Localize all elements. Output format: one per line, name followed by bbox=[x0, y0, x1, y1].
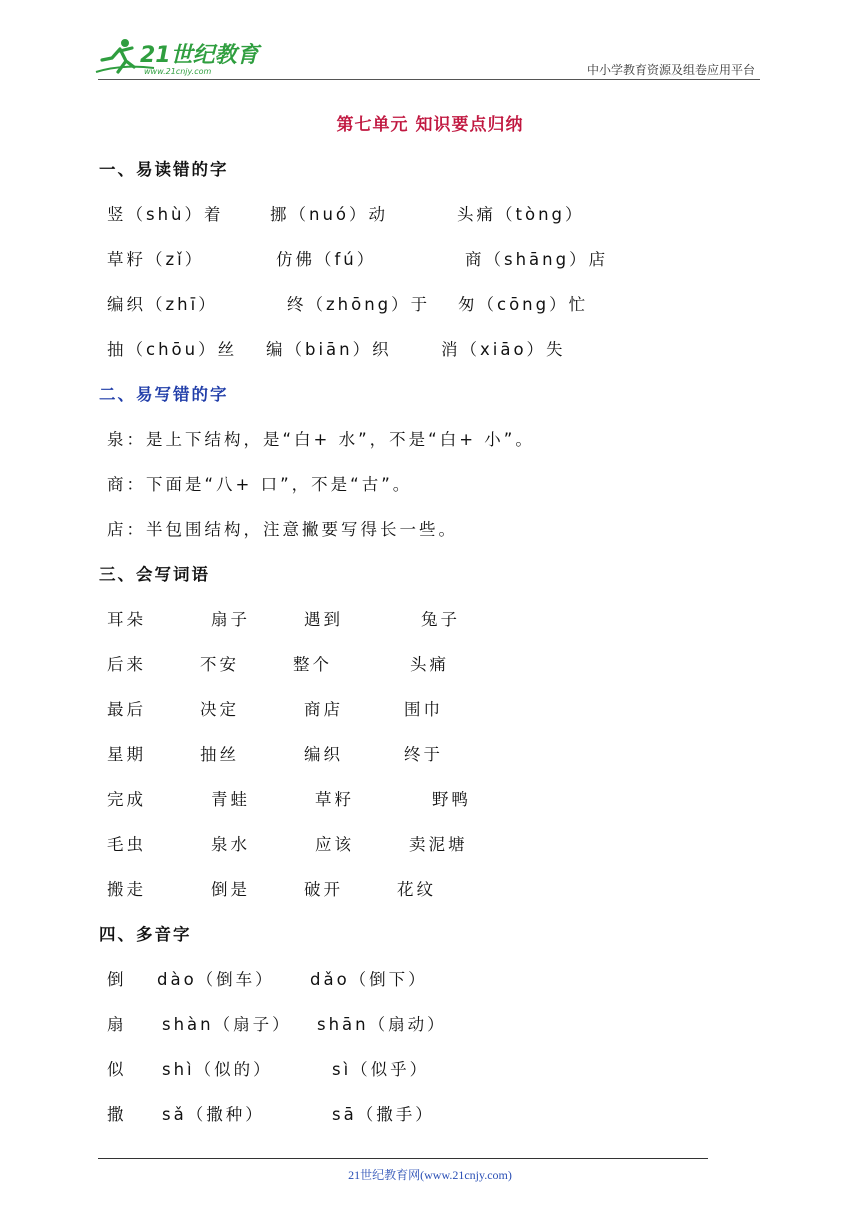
list-item: 草籽（zǐ） bbox=[107, 250, 205, 269]
site-logo bbox=[92, 34, 262, 78]
list-item: 商店 bbox=[304, 700, 343, 719]
list-item: 店：半包围结构，注意撇要写得长一些。 bbox=[107, 520, 458, 539]
list-item: 抽丝 bbox=[200, 745, 239, 764]
list-item: 耳朵 bbox=[107, 610, 146, 629]
footer-divider bbox=[98, 1158, 708, 1159]
list-item: dǎo（倒下） bbox=[310, 970, 428, 989]
page-title: 第七单元 知识要点归纳 bbox=[336, 115, 524, 135]
list-item: 卖泥塘 bbox=[409, 835, 468, 854]
list-item: 编织（zhī） bbox=[107, 295, 218, 314]
list-item: 完成 bbox=[107, 790, 146, 809]
list-item: 扇子 bbox=[211, 610, 250, 629]
list-item: shì（似的） bbox=[162, 1060, 273, 1079]
footer-text: 21世纪教育网(www.21cnjy.com) bbox=[348, 1168, 512, 1182]
list-item: 泉水 bbox=[211, 835, 250, 854]
list-item: 商（shāng）店 bbox=[465, 250, 609, 269]
list-item: 星期 bbox=[107, 745, 146, 764]
header-platform-text: 中小学教育资源及组卷应用平台 bbox=[586, 63, 755, 77]
list-item: 整个 bbox=[293, 655, 332, 674]
list-item: 编织 bbox=[304, 745, 343, 764]
list-item: 野鸭 bbox=[432, 790, 471, 809]
list-item: 消（xiāo）失 bbox=[441, 340, 566, 359]
list-item: 泉：是上下结构，是“白+ 水”，不是“白+ 小”。 bbox=[107, 430, 535, 449]
list-item: 似 bbox=[107, 1060, 127, 1079]
list-item: 应该 bbox=[315, 835, 354, 854]
list-item: 青蛙 bbox=[211, 790, 250, 809]
list-item: 抽（chōu）丝 bbox=[107, 340, 238, 359]
list-item: 终（zhōng）于 bbox=[287, 295, 431, 314]
list-item: 毛虫 bbox=[107, 835, 146, 854]
list-item: 商：下面是“八+ 口”，不是“古”。 bbox=[107, 475, 413, 494]
list-item: 破开 bbox=[304, 880, 343, 899]
list-item: 挪（nuó）动 bbox=[270, 205, 389, 224]
header-divider bbox=[98, 79, 760, 80]
list-item: 最后 bbox=[107, 700, 146, 719]
list-item: 扇 bbox=[107, 1015, 127, 1034]
heading-vocabulary: 三、会写词语 bbox=[99, 565, 210, 584]
heading-easy-miswrite: 二、易写错的字 bbox=[99, 385, 229, 404]
logo-text: 21世纪教育 bbox=[140, 43, 259, 68]
list-item: 花纹 bbox=[397, 880, 436, 899]
list-item: 仿佛（fú） bbox=[276, 250, 377, 269]
heading-easy-misread: 一、易读错的字 bbox=[99, 160, 229, 179]
list-item: 不安 bbox=[200, 655, 239, 674]
list-item: 头痛 bbox=[410, 655, 449, 674]
list-item: sā（撒手） bbox=[332, 1105, 435, 1124]
list-item: 草籽 bbox=[315, 790, 354, 809]
list-item: 围巾 bbox=[404, 700, 443, 719]
list-item: 竖（shù）着 bbox=[107, 205, 224, 224]
list-item: 后来 bbox=[107, 655, 146, 674]
list-item: 兔子 bbox=[421, 610, 460, 629]
list-item: 遇到 bbox=[304, 610, 343, 629]
list-item: 决定 bbox=[200, 700, 239, 719]
list-item: dào（倒车） bbox=[157, 970, 275, 989]
list-item: 终于 bbox=[404, 745, 443, 764]
list-item: 编（biān）织 bbox=[266, 340, 392, 359]
list-item: sǎ（撒种） bbox=[162, 1105, 265, 1124]
list-item: shān（扇动） bbox=[317, 1015, 447, 1034]
list-item: shàn（扇子） bbox=[162, 1015, 292, 1034]
list-item: 匆（cōng）忙 bbox=[458, 295, 589, 314]
list-item: 倒是 bbox=[211, 880, 250, 899]
logo-url: www.21cnjy.com bbox=[144, 67, 212, 76]
heading-polyphones: 四、多音字 bbox=[99, 925, 192, 944]
list-item: 头痛（tòng） bbox=[457, 205, 585, 224]
list-item: 撒 bbox=[107, 1105, 127, 1124]
list-item: 搬走 bbox=[107, 880, 146, 899]
list-item: sì（似乎） bbox=[332, 1060, 430, 1079]
list-item: 倒 bbox=[107, 970, 127, 989]
